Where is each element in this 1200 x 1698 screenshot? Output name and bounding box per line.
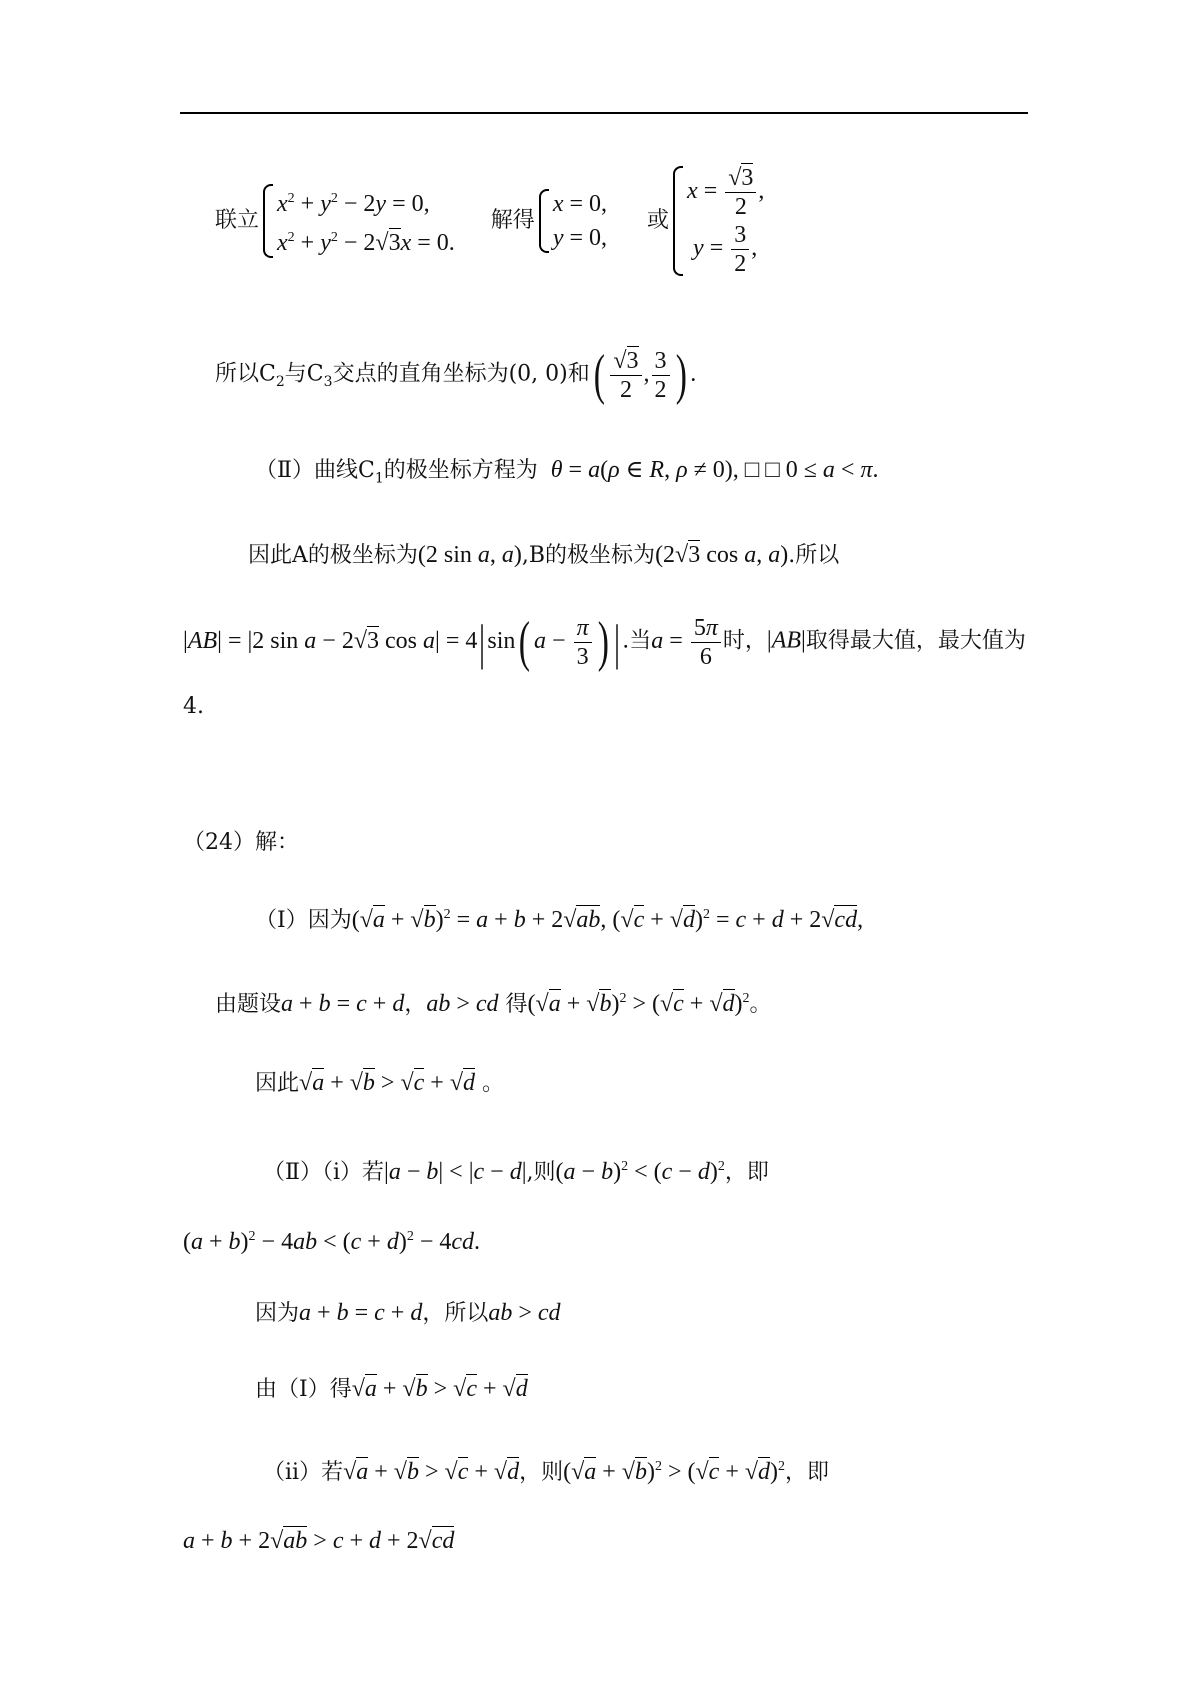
- text-mid: ，所以: [422, 1301, 489, 1326]
- from-i-formula: √a + √b > √c + √d: [351, 1376, 528, 1402]
- answer-line: 4.: [183, 694, 204, 719]
- text-prefix: 由题设: [215, 992, 282, 1017]
- ab-length-line: [183, 612, 1026, 672]
- solution-2: x = $\frac{√3}{2}$ , y = $\frac{3}{2}$ ,: [669, 164, 764, 278]
- text-shi: 时，: [722, 628, 767, 654]
- text-end: .所以: [788, 543, 840, 568]
- given-line: [215, 984, 772, 1020]
- text-when: .当: [622, 628, 652, 654]
- c1-sub: 1: [374, 470, 384, 487]
- ii-expanded: a + b + 2√ab > c + d + 2√cd: [183, 1528, 455, 1554]
- text-comma: ，: [404, 992, 427, 1017]
- text-end: 。: [749, 992, 772, 1017]
- ii-premise: √a + √b > √c + √d: [343, 1459, 520, 1485]
- text-prefix: 因为: [255, 1301, 300, 1326]
- jiede-label: 解得: [490, 208, 535, 233]
- text-mid: 交点的直角坐标为(0, 0)和: [332, 361, 590, 387]
- c3-label: C: [306, 361, 324, 387]
- polar-formula: θ = a(ρ ∈ R, ρ ≠ 0), □ □ 0 ≤ a < π.: [550, 457, 879, 483]
- text-prefix: （Ⅱ）曲线: [255, 458, 358, 483]
- product-ineq: ab > cd: [488, 1300, 561, 1326]
- ab-formula: |AB| = |2 sin a − 2√3 cos a| = 4|sin( a − $\frac{\pi}{3}$ ) |: [183, 611, 621, 673]
- system-line: [215, 164, 764, 278]
- part-ii-i-line: [263, 1152, 769, 1188]
- c1-label: C: [357, 458, 375, 483]
- square-ineq: $(a - b)^2 < (c - d)^2$: [555, 1159, 725, 1185]
- text-prefix: 因此: [255, 1071, 300, 1096]
- given-product: ab > cd: [426, 991, 499, 1017]
- ii-square: $(√a + √b)^2 > (√c + √d)^2$: [563, 1459, 786, 1485]
- text-yu: 与: [284, 361, 307, 387]
- text-ji: ，即: [785, 1460, 830, 1485]
- expanded-ineq: $(a + b)^2 - 4ab < (c + d)^2 - 4cd$.: [183, 1229, 481, 1255]
- huo-label: 或: [647, 208, 670, 233]
- text-mid: ,B的极坐标为: [521, 543, 656, 568]
- text-prefix: 由（Ⅰ）得: [255, 1377, 352, 1402]
- text-de: 得: [505, 992, 528, 1017]
- text-prefix: 所以: [215, 361, 260, 387]
- given-ineq: $(√a + √b)^2 > (√c + √d)^2$: [527, 991, 750, 1017]
- section-24-heading: （24）解：: [183, 830, 299, 855]
- part-ii-ii-line: [263, 1452, 829, 1488]
- text-prefix: （Ⅰ）因为: [255, 908, 352, 933]
- text-prefix: 因此A的极坐标为: [248, 543, 418, 568]
- intersection-line: [215, 345, 696, 405]
- hence-formula: √a + √b > √c + √d: [299, 1070, 475, 1096]
- text-ji: ，即: [724, 1160, 769, 1185]
- sum-eq: a + b = c + d: [299, 1300, 423, 1326]
- polar-eq-line: [255, 455, 879, 493]
- point-formula: ( $\frac{√3}{2}$ , $\frac{3}{2}$ ) .: [593, 344, 697, 406]
- expanded-ineq-line: [183, 1222, 480, 1258]
- ab-abs: |AB|: [766, 627, 806, 654]
- text-prefix: （Ⅱ）（i）若: [263, 1160, 384, 1185]
- text-ze: ，则: [519, 1460, 564, 1485]
- c3-sub: 3: [323, 373, 333, 390]
- equation-system: $x^2 + y^2 - 2y = 0$, $x^2 + y^2 - 2√3x = 0$.: [259, 182, 455, 260]
- abs-ineq: |a − b| < |c − d|: [384, 1159, 527, 1185]
- text-mid: 的极坐标方程为: [383, 458, 538, 483]
- point-b-formula: (2√3 cos a, a): [655, 542, 789, 568]
- lianli-label: 联立: [215, 208, 260, 233]
- ii-expanded-line: [183, 1526, 454, 1557]
- text-end: 。: [482, 1071, 505, 1096]
- c2-label: C: [259, 361, 276, 387]
- text-prefix: （ii）若: [263, 1460, 344, 1485]
- text-end: 取得最大值，最大值为: [805, 628, 1026, 654]
- header-rule: [180, 112, 1028, 114]
- hence-line: [255, 1068, 504, 1099]
- given-sum: a + b = c + d: [281, 991, 405, 1017]
- polar-coords-line: [248, 540, 839, 571]
- text-ze: ,则: [526, 1160, 556, 1185]
- a-value: a = $\frac{5\pi}{6}$: [651, 628, 723, 654]
- part-i-formula: $(√a + √b)^2 = a + b + 2√ab$, $(√c + √d)^2 = c + d + 2√cd$,: [351, 907, 864, 933]
- point-a-formula: (2 sin a, a): [417, 542, 522, 568]
- because-line: [255, 1298, 561, 1329]
- c2-sub: 2: [275, 373, 285, 390]
- from-i-line: [255, 1374, 528, 1405]
- solution-1: x = 0, y = 0,: [535, 187, 607, 255]
- part-i-line: [255, 900, 863, 936]
